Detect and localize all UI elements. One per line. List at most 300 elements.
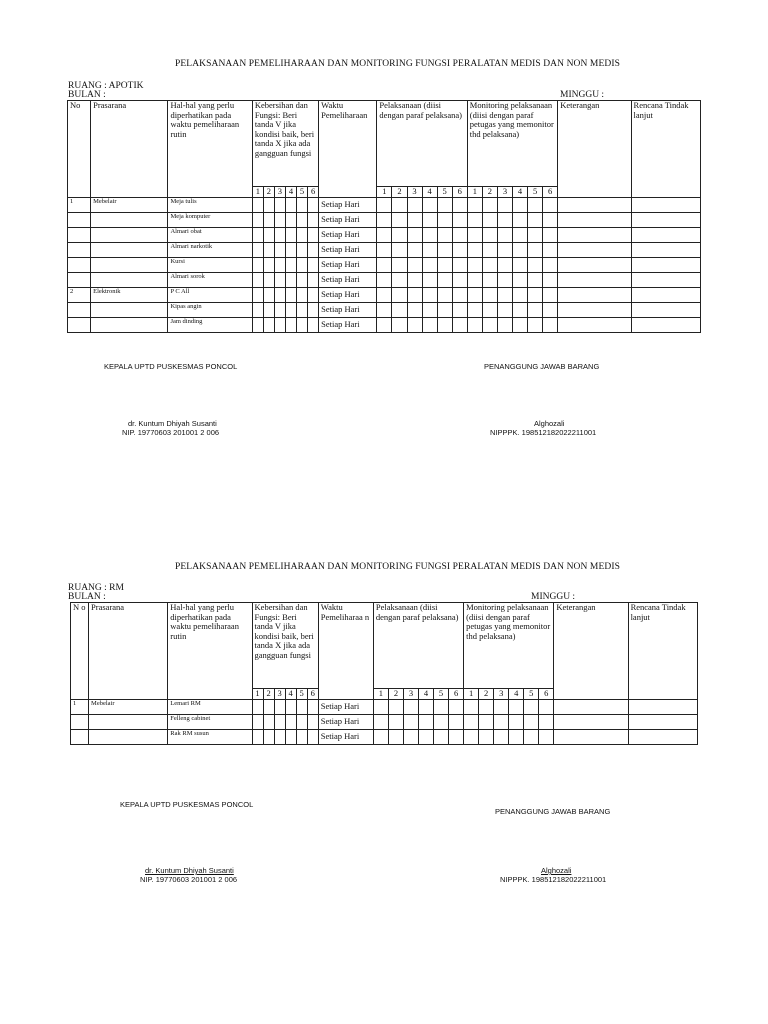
kebersihan-check-cell[interactable] xyxy=(252,729,263,744)
monitoring-paraf-cell[interactable] xyxy=(528,242,543,257)
keterangan-cell[interactable] xyxy=(558,317,631,332)
pelaksanaan-paraf-cell[interactable] xyxy=(437,197,452,212)
rencana-cell[interactable] xyxy=(631,257,700,272)
kebersihan-check-cell[interactable] xyxy=(285,257,296,272)
row-item: Kursi xyxy=(168,257,252,272)
pelaksanaan-paraf-cell[interactable] xyxy=(422,242,437,257)
monitoring-paraf-cell[interactable] xyxy=(528,317,543,332)
pelaksanaan-paraf-cell[interactable] xyxy=(388,699,403,714)
pelaksanaan-paraf-cell[interactable] xyxy=(422,272,437,287)
row-waktu: Setiap Hari xyxy=(319,287,377,302)
monitoring-paraf-cell[interactable] xyxy=(497,272,512,287)
pelaksanaan-paraf-cell[interactable] xyxy=(392,317,407,332)
monitoring-paraf-cell[interactable] xyxy=(512,197,527,212)
pelaksanaan-paraf-cell[interactable] xyxy=(452,317,467,332)
monitoring-paraf-cell[interactable] xyxy=(467,197,482,212)
pelaksanaan-paraf-cell[interactable] xyxy=(392,302,407,317)
form-title: PELAKSANAAN PEMELIHARAAN DAN MONITORING FUNGSI PERALATAN MEDIS DAN NON MEDIS xyxy=(175,562,620,572)
kebersihan-check-cell[interactable] xyxy=(263,242,274,257)
kebersihan-check-cell[interactable] xyxy=(285,227,296,242)
sign-left-name: dr. Kuntum Dhiyah Susanti xyxy=(128,419,217,428)
kebersihan-check-cell[interactable] xyxy=(297,227,308,242)
kebersihan-check-cell[interactable] xyxy=(274,242,285,257)
keterangan-cell[interactable] xyxy=(554,699,628,714)
monitoring-paraf-cell[interactable] xyxy=(512,272,527,287)
header-rencana: Rencana Tindak lanjut xyxy=(628,603,697,700)
kebersihan-check-cell[interactable] xyxy=(263,287,274,302)
pelaksanaan-paraf-cell[interactable] xyxy=(449,699,464,714)
rencana-cell[interactable] xyxy=(631,242,700,257)
row-no xyxy=(68,242,91,257)
table-row xyxy=(68,272,701,287)
monitoring-paraf-cell[interactable] xyxy=(497,317,512,332)
monitoring-paraf-cell[interactable] xyxy=(512,257,527,272)
day-number: 3 xyxy=(497,187,512,198)
kebersihan-check-cell[interactable] xyxy=(297,287,308,302)
kebersihan-check-cell[interactable] xyxy=(252,242,263,257)
monitoring-paraf-cell[interactable] xyxy=(528,212,543,227)
kebersihan-check-cell[interactable] xyxy=(285,287,296,302)
monitoring-paraf-cell[interactable] xyxy=(528,197,543,212)
monitoring-paraf-cell[interactable] xyxy=(543,227,558,242)
pelaksanaan-paraf-cell[interactable] xyxy=(452,257,467,272)
monitoring-paraf-cell[interactable] xyxy=(494,729,509,744)
rencana-cell[interactable] xyxy=(631,212,700,227)
monitoring-paraf-cell[interactable] xyxy=(528,227,543,242)
monitoring-paraf-cell[interactable] xyxy=(512,242,527,257)
monitoring-paraf-cell[interactable] xyxy=(543,317,558,332)
pelaksanaan-paraf-cell[interactable] xyxy=(377,272,392,287)
kebersihan-check-cell[interactable] xyxy=(274,272,285,287)
pelaksanaan-paraf-cell[interactable] xyxy=(377,242,392,257)
pelaksanaan-paraf-cell[interactable] xyxy=(407,302,422,317)
kebersihan-check-cell[interactable] xyxy=(263,227,274,242)
row-item: Rak RM susun xyxy=(168,729,252,744)
monitoring-paraf-cell[interactable] xyxy=(479,699,494,714)
pelaksanaan-paraf-cell[interactable] xyxy=(407,227,422,242)
monitoring-paraf-cell[interactable] xyxy=(497,242,512,257)
keterangan-cell[interactable] xyxy=(558,302,631,317)
pelaksanaan-paraf-cell[interactable] xyxy=(452,197,467,212)
pelaksanaan-paraf-cell[interactable] xyxy=(419,699,434,714)
pelaksanaan-paraf-cell[interactable] xyxy=(437,227,452,242)
pelaksanaan-paraf-cell[interactable] xyxy=(407,242,422,257)
rencana-cell[interactable] xyxy=(631,227,700,242)
day-number: 2 xyxy=(392,187,407,198)
day-number: 3 xyxy=(274,689,285,700)
pelaksanaan-paraf-cell[interactable] xyxy=(437,272,452,287)
ruang-label: RUANG : RM xyxy=(68,583,124,593)
monitoring-paraf-cell[interactable] xyxy=(543,197,558,212)
day-number: 2 xyxy=(263,689,274,700)
kebersihan-check-cell[interactable] xyxy=(285,272,296,287)
rencana-cell[interactable] xyxy=(631,302,700,317)
pelaksanaan-paraf-cell[interactable] xyxy=(392,227,407,242)
monitoring-paraf-cell[interactable] xyxy=(543,287,558,302)
pelaksanaan-paraf-cell[interactable] xyxy=(407,317,422,332)
monitoring-paraf-cell[interactable] xyxy=(509,714,524,729)
kebersihan-check-cell[interactable] xyxy=(274,212,285,227)
kebersihan-check-cell[interactable] xyxy=(296,714,307,729)
pelaksanaan-paraf-cell[interactable] xyxy=(452,227,467,242)
monitoring-paraf-cell[interactable] xyxy=(497,302,512,317)
kebersihan-check-cell[interactable] xyxy=(308,257,319,272)
kebersihan-check-cell[interactable] xyxy=(252,227,263,242)
monitoring-paraf-cell[interactable] xyxy=(494,714,509,729)
kebersihan-check-cell[interactable] xyxy=(263,729,274,744)
kebersihan-check-cell[interactable] xyxy=(263,302,274,317)
kebersihan-check-cell[interactable] xyxy=(285,699,296,714)
pelaksanaan-paraf-cell[interactable] xyxy=(373,729,388,744)
pelaksanaan-paraf-cell[interactable] xyxy=(422,287,437,302)
kebersihan-check-cell[interactable] xyxy=(308,287,319,302)
monitoring-paraf-cell[interactable] xyxy=(467,272,482,287)
bulan-label: BULAN : xyxy=(68,592,106,602)
monitoring-paraf-cell[interactable] xyxy=(524,729,539,744)
kebersihan-check-cell[interactable] xyxy=(285,317,296,332)
pelaksanaan-paraf-cell[interactable] xyxy=(407,212,422,227)
kebersihan-check-cell[interactable] xyxy=(285,212,296,227)
kebersihan-check-cell[interactable] xyxy=(274,317,285,332)
pelaksanaan-paraf-cell[interactable] xyxy=(422,227,437,242)
rencana-cell[interactable] xyxy=(628,699,697,714)
monitoring-paraf-cell[interactable] xyxy=(539,714,554,729)
kebersihan-check-cell[interactable] xyxy=(274,287,285,302)
pelaksanaan-paraf-cell[interactable] xyxy=(377,287,392,302)
kebersihan-check-cell[interactable] xyxy=(308,242,319,257)
keterangan-cell[interactable] xyxy=(558,212,631,227)
kebersihan-check-cell[interactable] xyxy=(252,212,263,227)
monitoring-paraf-cell[interactable] xyxy=(497,197,512,212)
header-keterangan: Keterangan xyxy=(554,603,628,700)
pelaksanaan-paraf-cell[interactable] xyxy=(422,317,437,332)
rencana-cell[interactable] xyxy=(628,729,697,744)
pelaksanaan-paraf-cell[interactable] xyxy=(392,287,407,302)
pelaksanaan-paraf-cell[interactable] xyxy=(422,212,437,227)
pelaksanaan-paraf-cell[interactable] xyxy=(449,714,464,729)
kebersihan-check-cell[interactable] xyxy=(252,287,263,302)
monitoring-paraf-cell[interactable] xyxy=(494,699,509,714)
day-number: 3 xyxy=(407,187,422,198)
kebersihan-check-cell[interactable] xyxy=(263,317,274,332)
kebersihan-check-cell[interactable] xyxy=(297,197,308,212)
pelaksanaan-paraf-cell[interactable] xyxy=(392,197,407,212)
monitoring-paraf-cell[interactable] xyxy=(479,714,494,729)
monitoring-paraf-cell[interactable] xyxy=(467,242,482,257)
monitoring-paraf-cell[interactable] xyxy=(497,287,512,302)
kebersihan-check-cell[interactable] xyxy=(252,257,263,272)
header-waktu: Waktu Pemeliharaan xyxy=(319,101,377,198)
kebersihan-check-cell[interactable] xyxy=(297,257,308,272)
pelaksanaan-paraf-cell[interactable] xyxy=(437,257,452,272)
day-number: 2 xyxy=(388,689,403,700)
rencana-cell[interactable] xyxy=(631,287,700,302)
kebersihan-check-cell[interactable] xyxy=(274,714,285,729)
kebersihan-check-cell[interactable] xyxy=(285,242,296,257)
kebersihan-check-cell[interactable] xyxy=(274,699,285,714)
kebersihan-check-cell[interactable] xyxy=(296,729,307,744)
monitoring-paraf-cell[interactable] xyxy=(543,242,558,257)
kebersihan-check-cell[interactable] xyxy=(263,272,274,287)
kebersihan-check-cell[interactable] xyxy=(297,272,308,287)
monitoring-paraf-cell[interactable] xyxy=(543,257,558,272)
pelaksanaan-paraf-cell[interactable] xyxy=(419,714,434,729)
monitoring-paraf-cell[interactable] xyxy=(464,714,479,729)
header-kebersihan: Kebersihan dan Fungsi: Beri tanda V jika kondisi baik, beri tanda X jika ada gangguan fungsi xyxy=(252,101,318,187)
keterangan-cell[interactable] xyxy=(558,272,631,287)
table-row xyxy=(68,287,701,302)
row-item: Almari obat xyxy=(168,227,252,242)
pelaksanaan-paraf-cell[interactable] xyxy=(392,257,407,272)
kebersihan-check-cell[interactable] xyxy=(308,227,319,242)
monitoring-paraf-cell[interactable] xyxy=(512,287,527,302)
monitoring-paraf-cell[interactable] xyxy=(509,729,524,744)
monitoring-paraf-cell[interactable] xyxy=(528,287,543,302)
kebersihan-check-cell[interactable] xyxy=(274,197,285,212)
day-number: 5 xyxy=(434,689,449,700)
keterangan-cell[interactable] xyxy=(554,714,628,729)
pelaksanaan-paraf-cell[interactable] xyxy=(392,212,407,227)
pelaksanaan-paraf-cell[interactable] xyxy=(392,242,407,257)
day-number: 5 xyxy=(437,187,452,198)
kebersihan-check-cell[interactable] xyxy=(307,699,318,714)
table-row xyxy=(68,197,701,212)
pelaksanaan-paraf-cell[interactable] xyxy=(403,729,418,744)
pelaksanaan-paraf-cell[interactable] xyxy=(452,287,467,302)
keterangan-cell[interactable] xyxy=(558,197,631,212)
day-number: 3 xyxy=(274,187,285,198)
kebersihan-check-cell[interactable] xyxy=(263,257,274,272)
row-waktu: Setiap Hari xyxy=(319,257,377,272)
day-number: 1 xyxy=(252,689,263,700)
monitoring-paraf-cell[interactable] xyxy=(497,257,512,272)
pelaksanaan-paraf-cell[interactable] xyxy=(388,714,403,729)
header-rencana: Rencana Tindak lanjut xyxy=(631,101,700,198)
pelaksanaan-paraf-cell[interactable] xyxy=(452,212,467,227)
pelaksanaan-paraf-cell[interactable] xyxy=(377,317,392,332)
header-pelaksanaan: Pelaksanaan (diisi dengan paraf pelaksana) xyxy=(377,101,467,187)
keterangan-cell[interactable] xyxy=(558,257,631,272)
kebersihan-check-cell[interactable] xyxy=(308,197,319,212)
pelaksanaan-paraf-cell[interactable] xyxy=(434,729,449,744)
header-prasarana: Prasarana xyxy=(89,603,168,700)
monitoring-paraf-cell[interactable] xyxy=(467,257,482,272)
monitoring-paraf-cell[interactable] xyxy=(482,257,497,272)
header-no: N o xyxy=(71,603,89,700)
row-no xyxy=(68,212,91,227)
pelaksanaan-paraf-cell[interactable] xyxy=(377,197,392,212)
pelaksanaan-paraf-cell[interactable] xyxy=(407,287,422,302)
monitoring-paraf-cell[interactable] xyxy=(512,212,527,227)
keterangan-cell[interactable] xyxy=(558,287,631,302)
kebersihan-check-cell[interactable] xyxy=(308,317,319,332)
kebersihan-check-cell[interactable] xyxy=(285,714,296,729)
monitoring-paraf-cell[interactable] xyxy=(524,714,539,729)
monitoring-paraf-cell[interactable] xyxy=(539,699,554,714)
day-number: 5 xyxy=(528,187,543,198)
kebersihan-check-cell[interactable] xyxy=(308,272,319,287)
row-item: Lemari RM xyxy=(168,699,252,714)
header-hal-hal: Hal-hal yang perlu diperhatikan pada waktu pemeliharaan rutin xyxy=(168,603,252,700)
kebersihan-check-cell[interactable] xyxy=(307,729,318,744)
pelaksanaan-paraf-cell[interactable] xyxy=(452,242,467,257)
pelaksanaan-paraf-cell[interactable] xyxy=(407,272,422,287)
pelaksanaan-paraf-cell[interactable] xyxy=(452,272,467,287)
row-waktu: Setiap Hari xyxy=(318,699,373,714)
kebersihan-check-cell[interactable] xyxy=(252,272,263,287)
kebersihan-check-cell[interactable] xyxy=(263,212,274,227)
table-row xyxy=(68,212,701,227)
pelaksanaan-paraf-cell[interactable] xyxy=(419,729,434,744)
kebersihan-check-cell[interactable] xyxy=(297,212,308,227)
kebersihan-check-cell[interactable] xyxy=(285,302,296,317)
header-monitoring: Monitoring pelaksanaan (diisi dengan paraf petugas yang memonitor thd pelaksana) xyxy=(467,101,557,187)
row-prasarana xyxy=(91,227,168,242)
pelaksanaan-paraf-cell[interactable] xyxy=(377,227,392,242)
sign-left-nip: NIP. 19770603 201001 2 006 xyxy=(122,428,220,437)
kebersihan-check-cell[interactable] xyxy=(296,699,307,714)
pelaksanaan-paraf-cell[interactable] xyxy=(422,257,437,272)
pelaksanaan-paraf-cell[interactable] xyxy=(392,272,407,287)
monitoring-paraf-cell[interactable] xyxy=(467,317,482,332)
pelaksanaan-paraf-cell[interactable] xyxy=(437,242,452,257)
kebersihan-check-cell[interactable] xyxy=(263,699,274,714)
kebersihan-check-cell[interactable] xyxy=(307,714,318,729)
monitoring-paraf-cell[interactable] xyxy=(482,197,497,212)
monitoring-paraf-cell[interactable] xyxy=(509,699,524,714)
row-prasarana: Elektronik xyxy=(91,287,168,302)
rencana-cell[interactable] xyxy=(631,197,700,212)
monitoring-paraf-cell[interactable] xyxy=(512,227,527,242)
pelaksanaan-paraf-cell[interactable] xyxy=(422,197,437,212)
row-no: 1 xyxy=(71,699,89,714)
keterangan-cell[interactable] xyxy=(558,242,631,257)
monitoring-paraf-cell[interactable] xyxy=(482,317,497,332)
keterangan-cell[interactable] xyxy=(558,227,631,242)
sign-left-title: KEPALA UPTD PUSKESMAS PONCOL xyxy=(104,362,238,371)
row-waktu: Setiap Hari xyxy=(319,272,377,287)
monitoring-paraf-cell[interactable] xyxy=(482,212,497,227)
monitoring-paraf-cell[interactable] xyxy=(543,212,558,227)
monitoring-paraf-cell[interactable] xyxy=(539,729,554,744)
kebersihan-check-cell[interactable] xyxy=(252,302,263,317)
monitoring-paraf-cell[interactable] xyxy=(479,729,494,744)
kebersihan-check-cell[interactable] xyxy=(297,317,308,332)
sign-right-name: Alghozali xyxy=(534,419,565,428)
monitoring-paraf-cell[interactable] xyxy=(467,302,482,317)
day-number: 1 xyxy=(377,187,392,198)
pelaksanaan-paraf-cell[interactable] xyxy=(377,302,392,317)
pelaksanaan-paraf-cell[interactable] xyxy=(437,317,452,332)
monitoring-paraf-cell[interactable] xyxy=(543,302,558,317)
row-prasarana: Mebelair xyxy=(89,699,168,714)
kebersihan-check-cell[interactable] xyxy=(252,699,263,714)
pelaksanaan-paraf-cell[interactable] xyxy=(452,302,467,317)
day-number: 1 xyxy=(373,689,388,700)
table-row xyxy=(71,714,698,729)
monitoring-paraf-cell[interactable] xyxy=(482,242,497,257)
day-number: 4 xyxy=(422,187,437,198)
pelaksanaan-paraf-cell[interactable] xyxy=(373,714,388,729)
pelaksanaan-paraf-cell[interactable] xyxy=(437,302,452,317)
kebersihan-check-cell[interactable] xyxy=(252,317,263,332)
pelaksanaan-paraf-cell[interactable] xyxy=(377,212,392,227)
keterangan-cell[interactable] xyxy=(554,729,628,744)
day-number: 4 xyxy=(512,187,527,198)
kebersihan-check-cell[interactable] xyxy=(274,729,285,744)
kebersihan-check-cell[interactable] xyxy=(297,302,308,317)
kebersihan-check-cell[interactable] xyxy=(274,227,285,242)
monitoring-paraf-cell[interactable] xyxy=(482,272,497,287)
monitoring-paraf-cell[interactable] xyxy=(467,227,482,242)
pelaksanaan-paraf-cell[interactable] xyxy=(403,714,418,729)
kebersihan-check-cell[interactable] xyxy=(308,212,319,227)
kebersihan-check-cell[interactable] xyxy=(285,729,296,744)
monitoring-paraf-cell[interactable] xyxy=(512,302,527,317)
pelaksanaan-paraf-cell[interactable] xyxy=(422,302,437,317)
day-number: 5 xyxy=(524,689,539,700)
pelaksanaan-paraf-cell[interactable] xyxy=(434,699,449,714)
pelaksanaan-paraf-cell[interactable] xyxy=(437,212,452,227)
monitoring-paraf-cell[interactable] xyxy=(524,699,539,714)
rencana-cell[interactable] xyxy=(628,714,697,729)
header-kebersihan: Kebersihan dan Fungsi: Beri tanda V jika kondisi baik, beri tanda X jika ada gangguan fungsi xyxy=(252,603,318,689)
kebersihan-check-cell[interactable] xyxy=(252,714,263,729)
kebersihan-check-cell[interactable] xyxy=(274,302,285,317)
monitoring-paraf-cell[interactable] xyxy=(482,287,497,302)
pelaksanaan-paraf-cell[interactable] xyxy=(434,714,449,729)
monitoring-paraf-cell[interactable] xyxy=(528,302,543,317)
row-no xyxy=(68,272,91,287)
pelaksanaan-paraf-cell[interactable] xyxy=(377,257,392,272)
pelaksanaan-paraf-cell[interactable] xyxy=(373,699,388,714)
kebersihan-check-cell[interactable] xyxy=(274,257,285,272)
monitoring-paraf-cell[interactable] xyxy=(497,212,512,227)
monitoring-paraf-cell[interactable] xyxy=(464,729,479,744)
monitoring-paraf-cell[interactable] xyxy=(512,317,527,332)
pelaksanaan-paraf-cell[interactable] xyxy=(437,287,452,302)
monitoring-paraf-cell[interactable] xyxy=(467,212,482,227)
day-number: 2 xyxy=(263,187,274,198)
monitoring-paraf-cell[interactable] xyxy=(528,257,543,272)
kebersihan-check-cell[interactable] xyxy=(285,197,296,212)
monitoring-paraf-cell[interactable] xyxy=(543,272,558,287)
row-no xyxy=(68,317,91,332)
pelaksanaan-paraf-cell[interactable] xyxy=(388,729,403,744)
row-no: 2 xyxy=(68,287,91,302)
monitoring-paraf-cell[interactable] xyxy=(482,302,497,317)
rencana-cell[interactable] xyxy=(631,317,700,332)
rencana-cell[interactable] xyxy=(631,272,700,287)
ruang-label: RUANG : APOTIK xyxy=(68,81,144,91)
kebersihan-check-cell[interactable] xyxy=(252,197,263,212)
row-waktu: Setiap Hari xyxy=(319,212,377,227)
monitoring-paraf-cell[interactable] xyxy=(482,227,497,242)
pelaksanaan-paraf-cell[interactable] xyxy=(407,197,422,212)
monitoring-paraf-cell[interactable] xyxy=(467,287,482,302)
monitoring-paraf-cell[interactable] xyxy=(528,272,543,287)
monitoring-paraf-cell[interactable] xyxy=(497,227,512,242)
day-number: 2 xyxy=(479,689,494,700)
kebersihan-check-cell[interactable] xyxy=(263,714,274,729)
pelaksanaan-paraf-cell[interactable] xyxy=(403,699,418,714)
pelaksanaan-paraf-cell[interactable] xyxy=(449,729,464,744)
kebersihan-check-cell[interactable] xyxy=(308,302,319,317)
pelaksanaan-paraf-cell[interactable] xyxy=(407,257,422,272)
monitoring-paraf-cell[interactable] xyxy=(464,699,479,714)
kebersihan-check-cell[interactable] xyxy=(297,242,308,257)
kebersihan-check-cell[interactable] xyxy=(263,197,274,212)
